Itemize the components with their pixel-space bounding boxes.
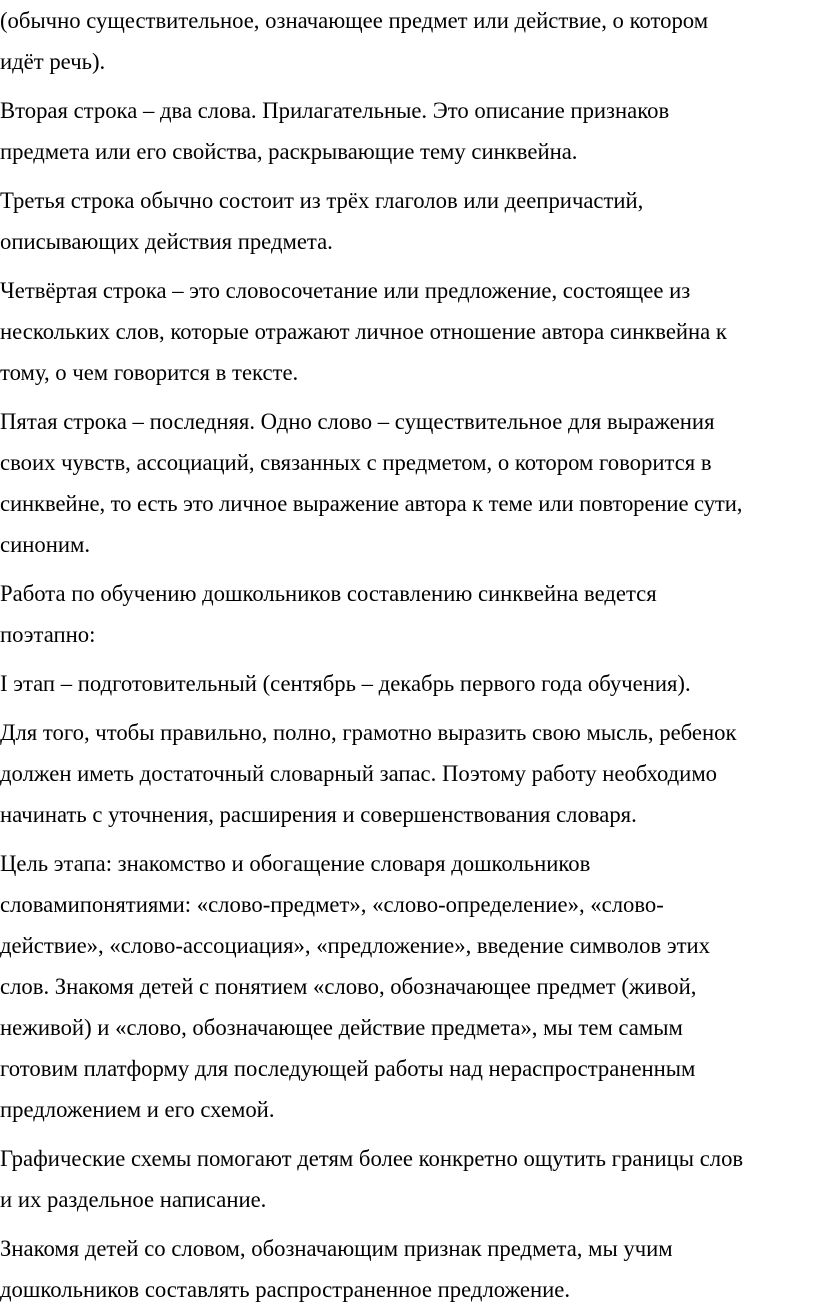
paragraph-11: [0, 1228, 816, 1310]
text-line: Четвёртая строка – это словосочетание или предложение, состоящее из: [0, 278, 691, 303]
paragraph-5: [0, 401, 816, 565]
text-line: нескольких слов, которые отражают личное отношение автора синквейна к: [0, 319, 727, 344]
text-line: Пятая строка – последняя. Одно слово – существительное для выражения: [0, 409, 715, 434]
text-line: готовим платформу для последующей работы над нераспространенным: [0, 1056, 696, 1081]
text-line: Графические схемы помогают детям более конкретно ощутить границы слов: [0, 1146, 744, 1171]
paragraph-6: [0, 573, 816, 655]
paragraph-2: [0, 90, 816, 172]
text-line: Знакомя детей со словом, обозначающим признак предмета, мы учим: [0, 1236, 673, 1261]
text-line: неживой) и «слово, обозначающее действие предмета», мы тем самым: [0, 1015, 683, 1040]
text-line: Цель этапа: знакомство и обогащение словаря дошкольников: [0, 851, 591, 876]
text-line: предложением и его схемой.: [0, 1097, 275, 1122]
text-line: Вторая строка – два слова. Прилагательные. Это описание признаков: [0, 98, 670, 123]
text-line: Третья строка обычно состоит из трёх глаголов или деепричастий,: [0, 188, 644, 213]
text-line: дошкольников составлять распространенное предложение.: [0, 1277, 571, 1302]
text-line: должен иметь достаточный словарный запас. Поэтому работу необходимо: [0, 761, 718, 786]
text-line: начинать с уточнения, расширения и совершенствования словаря.: [0, 802, 637, 827]
text-line: синоним.: [0, 532, 91, 557]
text-line: синквейне, то есть это личное выражение автора к теме или повторение сути,: [0, 491, 743, 516]
paragraph-7: [0, 663, 816, 704]
text-line: описывающих действия предмета.: [0, 229, 333, 254]
paragraph-9: [0, 843, 816, 1130]
text-line: I этап – подготовительный (сентябрь – декабрь первого года обучения).: [0, 671, 691, 696]
paragraph-1: [0, 0, 816, 82]
paragraph-8: [0, 712, 816, 835]
text-line: и их раздельное написание.: [0, 1187, 267, 1212]
text-line: идёт речь).: [0, 49, 106, 74]
text-line: поэтапно:: [0, 622, 96, 647]
paragraph-3: [0, 180, 816, 262]
text-line: тому, о чем говорится в тексте.: [0, 360, 299, 385]
text-line: Для того, чтобы правильно, полно, грамотно выразить свою мысль, ребенок: [0, 720, 737, 745]
text-line: словамипонятиями: «слово-предмет», «слово-определение», «слово-: [0, 892, 664, 917]
text-line: своих чувств, ассоциаций, связанных с предметом, о котором говорится в: [0, 450, 712, 475]
text-line: (обычно существительное, означающее предмет или действие, о котором: [0, 8, 709, 33]
paragraph-4: [0, 270, 816, 393]
text-line: действие», «слово-ассоциация», «предложение», введение символов этих: [0, 933, 710, 958]
text-line: предмета или его свойства, раскрывающие тему синквейна.: [0, 139, 578, 164]
text-line: Работа по обучению дошкольников составлению синквейна ведется: [0, 581, 657, 606]
paragraph-10: [0, 1138, 816, 1220]
text-line: слов. Знакомя детей с понятием «слово, обозначающее предмет (живой,: [0, 974, 697, 999]
